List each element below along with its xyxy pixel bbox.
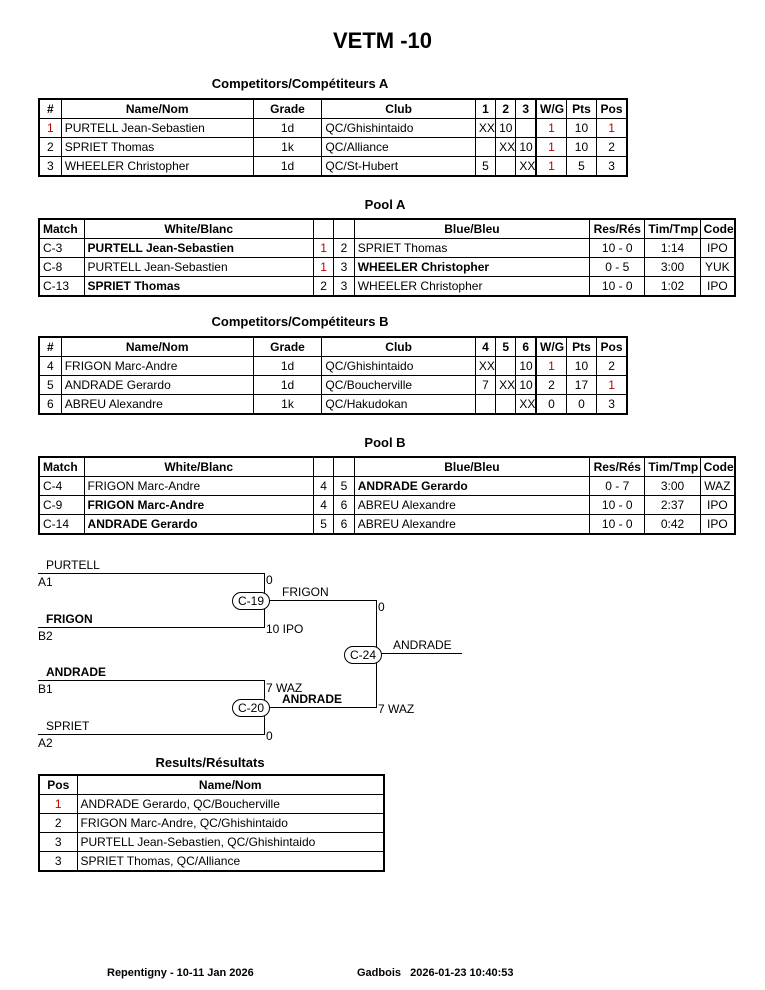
col-header: # bbox=[39, 99, 61, 119]
cell: 2 bbox=[313, 277, 333, 297]
cell: IPO bbox=[700, 515, 735, 535]
cell: 1:02 bbox=[645, 277, 700, 297]
cell: ANDRADE Gerardo bbox=[61, 376, 253, 395]
col-header: 5 bbox=[496, 337, 516, 357]
cell: 2 bbox=[334, 239, 354, 258]
cell: PURTELL Jean-Sebastien bbox=[61, 119, 253, 138]
competitors-a-table bbox=[38, 98, 628, 177]
bracket-seed: A1 bbox=[38, 575, 53, 589]
bracket-score: 10 IPO bbox=[266, 622, 304, 636]
table-row bbox=[39, 138, 627, 157]
pool-a-table bbox=[38, 218, 736, 297]
cell: 1 bbox=[536, 138, 566, 157]
cell: 3 bbox=[334, 277, 354, 297]
col-header: Pos bbox=[39, 775, 77, 795]
table-row bbox=[39, 395, 627, 415]
col-header: 4 bbox=[475, 337, 495, 357]
cell: XX bbox=[496, 138, 516, 157]
cell: 1 bbox=[536, 357, 566, 376]
cell: C-4 bbox=[39, 477, 84, 496]
cell: 6 bbox=[334, 496, 354, 515]
bracket-winner-name: ANDRADE bbox=[282, 692, 342, 706]
cell: 1:14 bbox=[645, 239, 700, 258]
cell: XX bbox=[516, 395, 536, 415]
footer-event: Repentigny - 10-11 Jan 2026 bbox=[107, 967, 254, 979]
table-row bbox=[39, 515, 735, 535]
cell: 10 bbox=[516, 376, 536, 395]
cell: 1d bbox=[253, 376, 322, 395]
cell: 2 bbox=[39, 138, 61, 157]
cell: 3 bbox=[334, 258, 354, 277]
cell: ANDRADE Gerardo, QC/Boucherville bbox=[77, 795, 384, 814]
cell: 1 bbox=[39, 795, 77, 814]
bracket-seed: A2 bbox=[38, 736, 53, 750]
table-row bbox=[39, 157, 627, 177]
page-title: VETM -10 bbox=[332, 28, 433, 53]
table-header-row bbox=[39, 775, 384, 795]
col-header: Name/Nom bbox=[77, 775, 384, 795]
pool-b-heading: Pool B bbox=[364, 435, 406, 450]
bracket-line bbox=[38, 680, 264, 681]
table-row bbox=[39, 277, 735, 297]
cell: SPRIET Thomas bbox=[354, 239, 589, 258]
col-header: 3 bbox=[516, 99, 536, 119]
col-header: Club bbox=[322, 99, 476, 119]
col-header: Pts bbox=[566, 337, 596, 357]
bracket-score: 0 bbox=[266, 729, 273, 743]
table-row bbox=[39, 833, 384, 852]
col-header: White/Blanc bbox=[84, 219, 313, 239]
competitors-b-table bbox=[38, 336, 628, 415]
cell: PURTELL Jean-Sebastien bbox=[84, 258, 313, 277]
cell: 1 bbox=[597, 376, 627, 395]
cell: SPRIET Thomas, QC/Alliance bbox=[77, 852, 384, 872]
cell: FRIGON Marc-Andre, QC/Ghishintaido bbox=[77, 814, 384, 833]
cell: FRIGON Marc-Andre bbox=[84, 477, 313, 496]
table-row bbox=[39, 795, 384, 814]
col-header bbox=[313, 219, 333, 239]
cell: FRIGON Marc-Andre bbox=[84, 496, 313, 515]
col-header: Res/Rés bbox=[590, 457, 645, 477]
cell: 2:37 bbox=[645, 496, 700, 515]
bracket-line bbox=[38, 627, 264, 628]
table-header-row bbox=[39, 457, 735, 477]
col-header: Grade bbox=[253, 99, 322, 119]
cell: 10 bbox=[516, 138, 536, 157]
col-header: Name/Nom bbox=[61, 337, 253, 357]
bracket-line bbox=[38, 573, 264, 574]
cell: 5 bbox=[313, 515, 333, 535]
table-header-row bbox=[39, 337, 627, 357]
cell: 3 bbox=[39, 852, 77, 872]
pool-b-table bbox=[38, 456, 736, 535]
cell: 5 bbox=[566, 157, 596, 177]
table-row bbox=[39, 239, 735, 258]
cell: ABREU Alexandre bbox=[354, 515, 589, 535]
cell: IPO bbox=[700, 239, 735, 258]
col-header: 6 bbox=[516, 337, 536, 357]
table-row bbox=[39, 357, 627, 376]
cell: WAZ bbox=[700, 477, 735, 496]
cell: PURTELL Jean-Sebastien bbox=[84, 239, 313, 258]
cell: 7 bbox=[475, 376, 495, 395]
cell: QC/Boucherville bbox=[322, 376, 476, 395]
cell: 3 bbox=[39, 157, 61, 177]
cell: 0 bbox=[566, 395, 596, 415]
cell: 0:42 bbox=[645, 515, 700, 535]
col-header: W/G bbox=[536, 99, 566, 119]
cell: QC/St-Hubert bbox=[322, 157, 476, 177]
bracket-seed: B1 bbox=[38, 682, 53, 696]
cell: WHEELER Christopher bbox=[61, 157, 253, 177]
col-header: Club bbox=[322, 337, 476, 357]
cell: 17 bbox=[566, 376, 596, 395]
cell: C-13 bbox=[39, 277, 84, 297]
cell: C-3 bbox=[39, 239, 84, 258]
bracket-score: 0 bbox=[378, 600, 385, 614]
results-heading: Results/Résultats bbox=[155, 755, 265, 770]
cell: 4 bbox=[313, 496, 333, 515]
cell: 0 - 7 bbox=[590, 477, 645, 496]
cell: 10 bbox=[566, 138, 596, 157]
cell: 3:00 bbox=[645, 258, 700, 277]
col-header: Blue/Bleu bbox=[354, 457, 589, 477]
cell: QC/Alliance bbox=[322, 138, 476, 157]
col-header: Pts bbox=[566, 99, 596, 119]
competitors-a-heading: Competitors/Compétiteurs A bbox=[211, 76, 389, 91]
bracket-player-name: FRIGON bbox=[46, 612, 93, 626]
col-header: Res/Rés bbox=[590, 219, 645, 239]
cell: 1k bbox=[253, 138, 322, 157]
cell: 2 bbox=[536, 376, 566, 395]
footer-timestamp: Gadbois 2026-01-23 10:40:53 bbox=[357, 967, 514, 979]
cell: YUK bbox=[700, 258, 735, 277]
bracket-player-name: PURTELL bbox=[46, 558, 100, 572]
col-header: Grade bbox=[253, 337, 322, 357]
cell: 0 bbox=[536, 395, 566, 415]
cell: 6 bbox=[39, 395, 61, 415]
col-header: Match bbox=[39, 219, 84, 239]
cell bbox=[516, 119, 536, 138]
cell: 3:00 bbox=[645, 477, 700, 496]
cell: 10 bbox=[566, 119, 596, 138]
bracket-player-name: SPRIET bbox=[46, 719, 90, 733]
match-node: C-19 bbox=[232, 592, 270, 610]
cell bbox=[496, 157, 516, 177]
cell: 10 - 0 bbox=[590, 239, 645, 258]
col-header: # bbox=[39, 337, 61, 357]
results-table bbox=[38, 774, 385, 872]
cell: 1 bbox=[39, 119, 61, 138]
col-header: Blue/Bleu bbox=[354, 219, 589, 239]
table-row bbox=[39, 496, 735, 515]
cell: 10 bbox=[496, 119, 516, 138]
bracket-seed: B2 bbox=[38, 629, 53, 643]
cell: XX bbox=[516, 157, 536, 177]
cell: 10 bbox=[516, 357, 536, 376]
cell: SPRIET Thomas bbox=[61, 138, 253, 157]
col-header: 1 bbox=[475, 99, 495, 119]
table-row bbox=[39, 852, 384, 872]
col-header: Name/Nom bbox=[61, 99, 253, 119]
cell: 3 bbox=[39, 833, 77, 852]
bracket-line bbox=[264, 600, 376, 601]
col-header: Code bbox=[700, 219, 735, 239]
col-header bbox=[313, 457, 333, 477]
cell: 1d bbox=[253, 357, 322, 376]
cell: IPO bbox=[700, 277, 735, 297]
cell: 0 - 5 bbox=[590, 258, 645, 277]
cell: 10 bbox=[566, 357, 596, 376]
bracket-score: 7 WAZ bbox=[266, 681, 303, 695]
bracket-line bbox=[264, 707, 376, 708]
cell: 10 - 0 bbox=[590, 496, 645, 515]
col-header: Tim/Tmp bbox=[645, 219, 700, 239]
cell: ANDRADE Gerardo bbox=[84, 515, 313, 535]
match-node: C-24 bbox=[344, 646, 382, 664]
cell: FRIGON Marc-Andre bbox=[61, 357, 253, 376]
cell: 1k bbox=[253, 395, 322, 415]
cell: 5 bbox=[334, 477, 354, 496]
col-header: Pos bbox=[597, 99, 627, 119]
match-node: C-20 bbox=[232, 699, 270, 717]
bracket-winner-name: ANDRADE bbox=[393, 638, 452, 652]
cell: XX bbox=[475, 119, 495, 138]
col-header: 2 bbox=[496, 99, 516, 119]
bracket-winner-name: FRIGON bbox=[282, 585, 329, 599]
col-header bbox=[334, 457, 354, 477]
cell: QC/Ghishintaido bbox=[322, 119, 476, 138]
cell: 10 - 0 bbox=[590, 277, 645, 297]
table-row bbox=[39, 258, 735, 277]
cell: 2 bbox=[597, 357, 627, 376]
cell: 1 bbox=[536, 157, 566, 177]
cell: C-14 bbox=[39, 515, 84, 535]
col-header: Tim/Tmp bbox=[645, 457, 700, 477]
cell: WHEELER Christopher bbox=[354, 277, 589, 297]
pool-a-heading: Pool A bbox=[364, 197, 406, 212]
col-header bbox=[334, 219, 354, 239]
table-row bbox=[39, 477, 735, 496]
cell: C-8 bbox=[39, 258, 84, 277]
cell: C-9 bbox=[39, 496, 84, 515]
table-row bbox=[39, 814, 384, 833]
cell: ABREU Alexandre bbox=[61, 395, 253, 415]
competitors-b-heading: Competitors/Compétiteurs B bbox=[211, 314, 389, 329]
cell: QC/Ghishintaido bbox=[322, 357, 476, 376]
cell: SPRIET Thomas bbox=[84, 277, 313, 297]
cell bbox=[475, 138, 495, 157]
bracket-line bbox=[376, 653, 462, 654]
cell: 1 bbox=[313, 258, 333, 277]
bracket-line bbox=[38, 734, 264, 735]
cell: 6 bbox=[334, 515, 354, 535]
col-header: W/G bbox=[536, 337, 566, 357]
cell: PURTELL Jean-Sebastien, QC/Ghishintaido bbox=[77, 833, 384, 852]
cell: 2 bbox=[597, 138, 627, 157]
cell: 1d bbox=[253, 157, 322, 177]
cell: QC/Hakudokan bbox=[322, 395, 476, 415]
cell bbox=[475, 395, 495, 415]
cell: 10 - 0 bbox=[590, 515, 645, 535]
cell: 1 bbox=[536, 119, 566, 138]
cell: 1 bbox=[597, 119, 627, 138]
cell: 5 bbox=[475, 157, 495, 177]
cell: ABREU Alexandre bbox=[354, 496, 589, 515]
cell: 1d bbox=[253, 119, 322, 138]
cell: XX bbox=[496, 376, 516, 395]
table-header-row bbox=[39, 219, 735, 239]
cell bbox=[496, 357, 516, 376]
cell bbox=[496, 395, 516, 415]
cell: XX bbox=[475, 357, 495, 376]
cell: 5 bbox=[39, 376, 61, 395]
cell: IPO bbox=[700, 496, 735, 515]
cell: WHEELER Christopher bbox=[354, 258, 589, 277]
cell: 4 bbox=[39, 357, 61, 376]
cell: 3 bbox=[597, 395, 627, 415]
col-header: Code bbox=[700, 457, 735, 477]
bracket-score: 7 WAZ bbox=[378, 702, 415, 716]
cell: 2 bbox=[39, 814, 77, 833]
cell: ANDRADE Gerardo bbox=[354, 477, 589, 496]
col-header: Match bbox=[39, 457, 84, 477]
col-header: White/Blanc bbox=[84, 457, 313, 477]
cell: 1 bbox=[313, 239, 333, 258]
bracket-score: 0 bbox=[266, 573, 273, 587]
cell: 3 bbox=[597, 157, 627, 177]
col-header: Pos bbox=[597, 337, 627, 357]
table-header-row bbox=[39, 99, 627, 119]
table-row bbox=[39, 376, 627, 395]
cell: 4 bbox=[313, 477, 333, 496]
table-row bbox=[39, 119, 627, 138]
bracket-player-name: ANDRADE bbox=[46, 665, 106, 679]
